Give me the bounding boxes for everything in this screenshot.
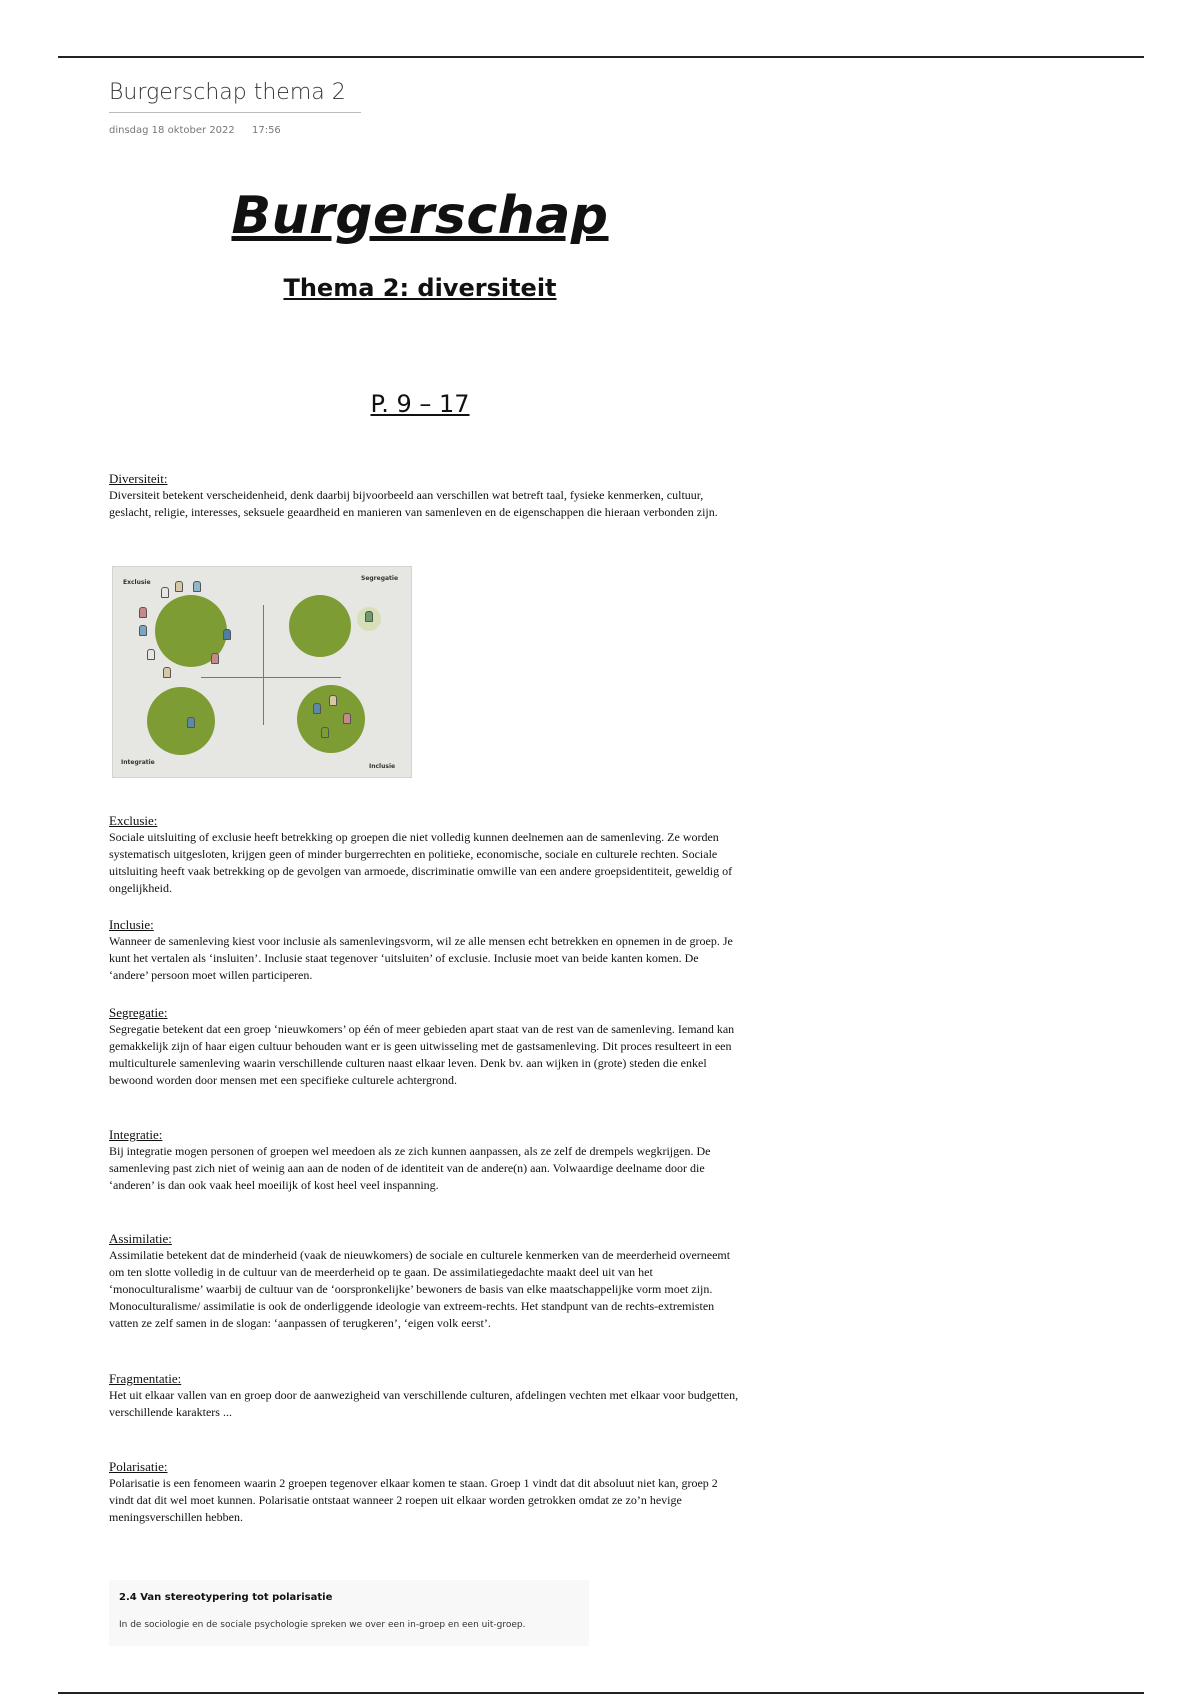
person-icon	[223, 629, 231, 640]
section-body: Sociale uitsluiting of exclusie heeft betrekking op groepen die niet volledig kunnen deelnemen aan de samenleving. Ze worden systematisch uitgesloten, krijgen geen of minder burgerrechten en politieke, economische, sociale en culturele rechten. Sociale uitsluiting heeft vaak betrekking op de gevolgen van armoede, discriminatie omwille van een andere groepsidentiteit, geweldig of ongelijkheid.	[109, 830, 733, 895]
top-rule	[58, 56, 1144, 58]
section-exclusie	[109, 812, 739, 897]
person-icon	[329, 695, 337, 706]
textbook-excerpt-image	[109, 1580, 589, 1646]
section-heading: Assimilatie:	[109, 1231, 172, 1246]
section-body: Wanneer de samenleving kiest voor inclusie als samenlevingsvorm, wil ze alle mensen echt betrekken en opnemen in de groep. Je kunt het vertalen als ‘insluiten’. Inclusie staat tegenover ‘uitsluiten’ of exclusie. Inclusie moet van beide kanten komen. De ‘andere’ persoon moet willen participeren.	[109, 934, 733, 982]
section-polarisatie	[109, 1458, 739, 1526]
excerpt-text: In de sociologie en de sociale psychologie spreken we over een in-groep en een uit-groep.	[119, 1620, 526, 1630]
section-body: Diversiteit betekent verscheidenheid, denk daarbij bijvoorbeeld aan verschillen wat betreft taal, fysieke kenmerken, cultuur, geslacht, religie, interesses, seksuele geaardheid en manieren van samenleven en de eigenschappen die hieraan verbonden zijn.	[109, 488, 718, 519]
section-body: Het uit elkaar vallen van en groep door de aanwezigheid van verschillende culturen, afdelingen vechten met elkaar voor budgetten, verschillende karakters ...	[109, 1388, 739, 1419]
person-icon	[139, 625, 147, 636]
person-icon	[187, 717, 195, 728]
section-heading: Polarisatie:	[109, 1459, 168, 1474]
section-heading: Diversiteit:	[109, 471, 168, 486]
section-diversiteit	[109, 470, 739, 521]
section-fragmentatie	[109, 1370, 739, 1421]
person-icon	[211, 653, 219, 664]
person-icon	[161, 587, 169, 598]
section-inclusie	[109, 916, 739, 984]
integration-circle	[147, 687, 215, 755]
person-icon	[139, 607, 147, 618]
doc-title: Burgerschap	[231, 186, 609, 246]
doc-page-range: P. 9 – 17	[370, 390, 470, 418]
section-heading: Fragmentatie:	[109, 1371, 182, 1386]
person-icon	[163, 667, 171, 678]
figure-axis-vertical	[263, 605, 264, 725]
section-body: Segregatie betekent dat een groep ‘nieuwkomers’ op één of meer gebieden apart staat van de rest van de samenleving. Iemand kan gemakkelijk zijn of haar eigen cultuur behouden want er is geen uitwisseling met de gastsamenleving. Dit proces resulteert in een multiculturele samenleving waarin verschillende culturen naast elkaar leven. Denk bv. aan wijken in (grote) steden die enkel bewoond worden door mensen met een specifieke culturele achtergrond.	[109, 1022, 735, 1087]
section-segregatie	[109, 1004, 739, 1089]
bottom-rule	[58, 1692, 1144, 1694]
excerpt-heading: 2.4 Van stereotypering tot polarisatie	[119, 1592, 333, 1603]
person-icon	[321, 727, 329, 738]
note-time: 17:56	[251, 125, 281, 136]
diversity-diagram-image	[112, 566, 412, 778]
segregation-circle	[289, 595, 351, 657]
note-meta	[109, 125, 295, 136]
person-icon	[147, 649, 155, 660]
person-icon	[343, 713, 351, 724]
section-body: Bij integratie mogen personen of groepen wel meedoen als ze zich kunnen aanpassen, als ze zelf de drempels wegkrijgen. De samenleving past zich niet of weinig aan aan de noden of de identiteit van de andere(n) aan. Volwaardige deelname door die ‘anderen’ is dan ook vaak heel moeilijk of kost heel veel inspanning.	[109, 1144, 711, 1192]
section-assimilatie	[109, 1230, 739, 1332]
figure-axis-horizontal	[201, 677, 341, 678]
doc-subtitle: Thema 2: diversiteit	[283, 274, 557, 302]
section-integratie	[109, 1126, 739, 1194]
person-icon	[193, 581, 201, 592]
figure-label-exclusie: Exclusie	[123, 579, 151, 586]
section-heading: Inclusie:	[109, 917, 154, 932]
figure-label-integratie: Integratie	[121, 759, 155, 766]
figure-label-inclusie: Inclusie	[369, 763, 396, 770]
section-body: Assimilatie betekent dat de minderheid (vaak de nieuwkomers) de sociale en culturele kenmerken van de meerderheid overneemt om ten slotte volledig in de cultuur van de meerderheid op te gaan. De assimilatiegedachte maakt deel uit van het ‘monoculturalisme’ waarbij de cultuur van de ‘oorspronkelijke’ bewoners de basis van elke maatschappelijke vorm moet zijn. Monoculturalisme/ assimilatie is ook de onderliggende ideologie van extreem-rechts. Het standpunt van de rechts-extremisten vatten ze zelf samen in de slogan: ‘aanpassen of terugkeren’, ‘eigen volk eerst’.	[109, 1248, 731, 1330]
figure-label-segregatie: Segregatie	[361, 575, 399, 582]
note-title[interactable]: Burgerschap thema 2	[109, 80, 346, 105]
person-icon	[175, 581, 183, 592]
note-title-underline	[109, 112, 361, 113]
section-body: Polarisatie is een fenomeen waarin 2 groepen tegenover elkaar komen te staan. Groep 1 vindt dat dit absoluut niet kan, groep 2 vindt dat dit wel moet kunnen. Polarisatie ontstaat wanneer 2 roepen uit elkaar worden getrokken omdat ze zo’n hevige meningsverschillen hebben.	[109, 1476, 718, 1524]
section-heading: Integratie:	[109, 1127, 163, 1142]
note-date: dinsdag 18 oktober 2022	[109, 125, 235, 136]
section-heading: Segregatie:	[109, 1005, 168, 1020]
person-icon	[313, 703, 321, 714]
section-heading: Exclusie:	[109, 813, 158, 828]
person-icon	[365, 611, 373, 622]
